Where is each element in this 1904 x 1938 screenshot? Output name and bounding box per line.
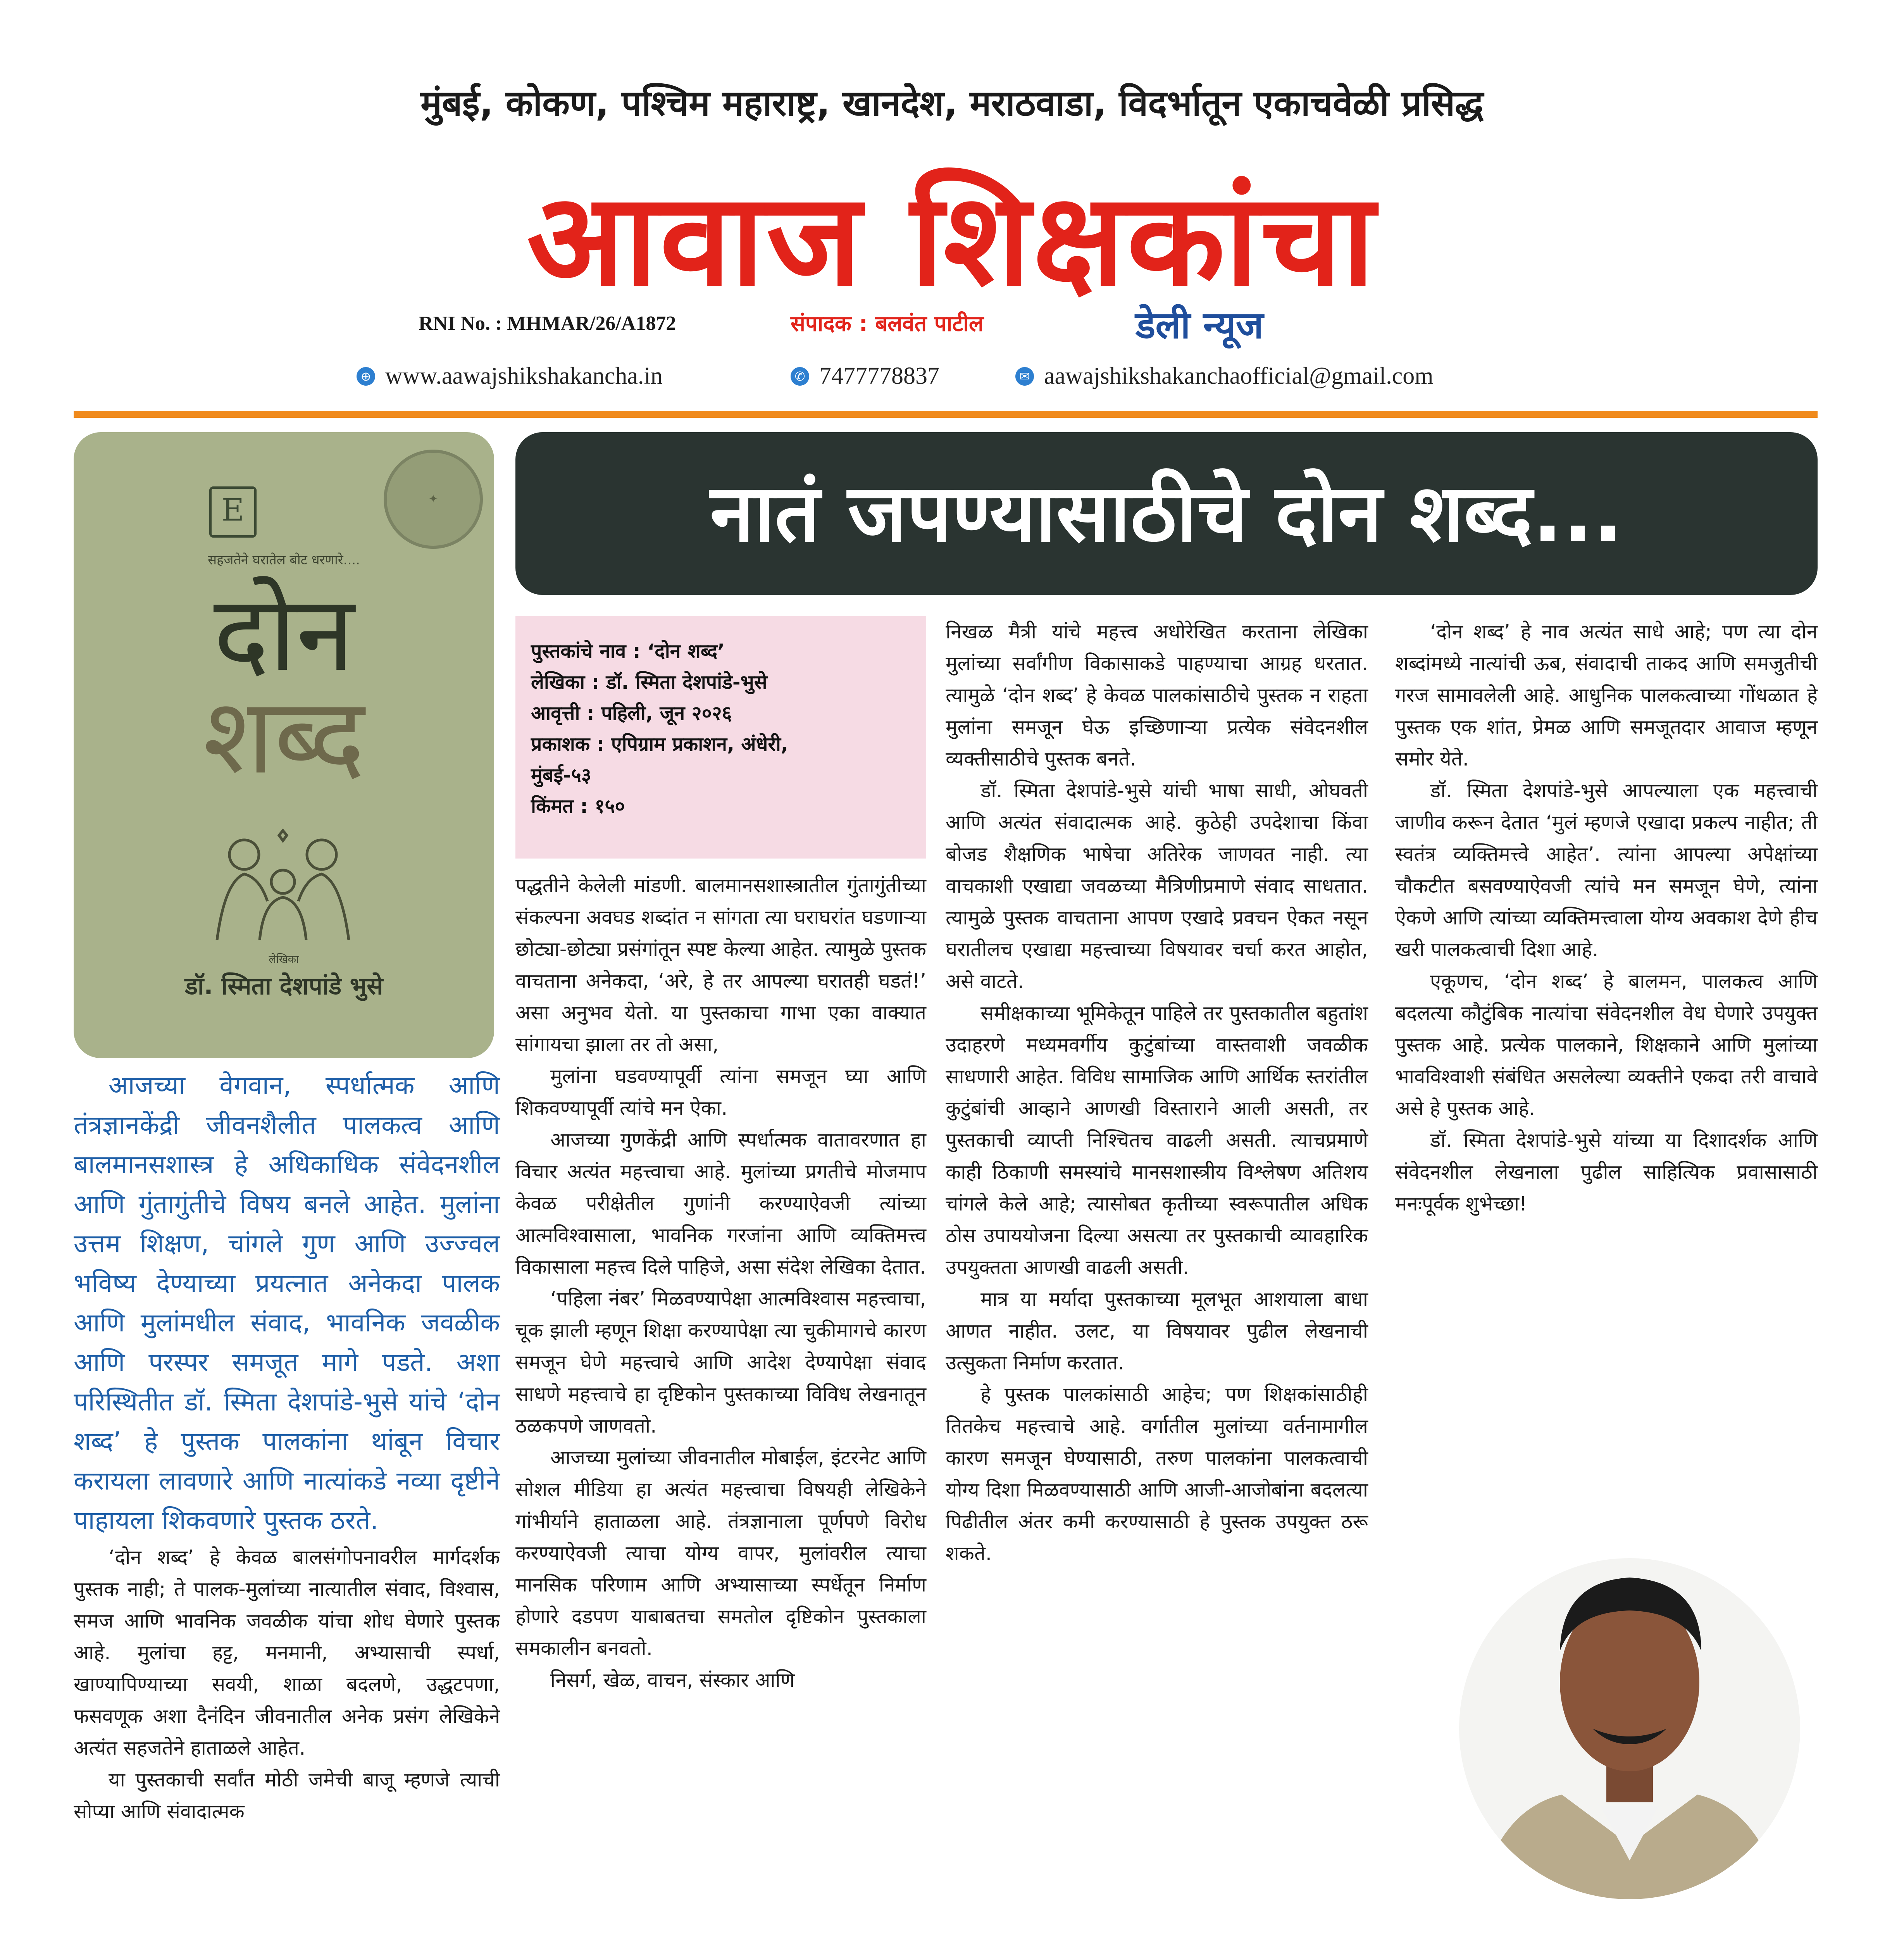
contact-email[interactable]: [1015, 362, 1434, 390]
author-photo: [1434, 1512, 1825, 1938]
article-paragraph: ‘दोन शब्द’ हे नाव अत्यंत साधे आहे; पण त्या दोन शब्दांमध्ये नात्यांची ऊब, संवादाची ताकद आणि समजुतीची गरज सामावलेली आहे. आधुनिक पालकत्वाच्या गोंधळात हे पुस्तक एक शांत, प्रेमळ आणि समजूतदार आवाज म्हणून समोर येते.: [1395, 621, 1818, 771]
article-column-2: [515, 870, 926, 1697]
award-seal-icon: ✦: [384, 450, 483, 549]
book-info-box: [515, 616, 926, 859]
website-text[interactable]: www.aawajshikshakancha.in: [385, 363, 663, 389]
article-paragraph: आजच्या मुलांच्या जीवनातील मोबाईल, इंटरनेट आणि सोशल मीडिया हा अत्यंत महत्त्वाचा विषयही लेखिकेने गांभीर्याने हाताळला आहे. तंत्रज्ञानाला पूर्णपणे विरोध करण्याऐवजी त्याचा योग्य वापर, मुलांवरील त्याचा मानसिक परिणाम आणि अभ्यासाच्या स्पर्धेतून निर्माण होणारे दडपण याबाबतचा समतोल दृष्टिकोन पुस्तकाला समकालीन बनवतो.: [515, 1447, 926, 1660]
book-cover-title-line2: शब्द: [203, 675, 365, 797]
article-paragraph: निखळ मैत्री यांचे महत्त्व अधोरेखित करताना लेखिका मुलांच्या सर्वांगीण विकासाकडे पाहण्याचा आग्रह धरतात. त्यामुळे ‘दोन शब्द’ हे केवळ पालकांसाठीचे पुस्तक न राहता मुलांना समजून घेऊ इच्छिणाऱ्या प्रत्येक संवेदनशील व्यक्तीसाठीचे पुस्तक बनते.: [946, 621, 1368, 771]
globe-icon: ⊕: [357, 367, 375, 386]
article-paragraph: हे पुस्तक पालकांसाठी आहेच; पण शिक्षकांसाठीही तितकेच महत्त्वाचे आहे. वर्गातील मुलांच्या वर्तनामागील कारण समजून घेण्यासाठी, तरुण पालकांना पालकत्वाची योग्य दिशा मिळवण्यासाठी आणि आजी-आजोबांना बदलत्या पिढीतील अंतर कमी करण्यासाठी हे पुस्तक उपयुक्त ठरू शकते.: [946, 1383, 1368, 1565]
book-cover-photo: [74, 432, 494, 1058]
article-paragraph: ‘दोन शब्द’ हे केवळ बालसंगोपनावरील मार्गदर्शक पुस्तक नाही; ते पालक-मुलांच्या नात्यातील संवाद, विश्वास, समज आणि भावनिक जवळीक यांचा शोध घेणारे पुस्तक आहे. मुलांचा हट्ट, मनमानी, अभ्यासाची स्पर्धा, खाण्यापिण्याच्या सवयी, शाळा बदलणे, उद्धटपणा, फसवणूक अशा दैनंदिन जीवनातील अनेक प्रसंग लेखिकेने अत्यंत सहजतेने हाताळले आहेत.: [74, 1546, 500, 1760]
info-price: किंमत : १५०: [531, 795, 625, 817]
info-book-name: पुस्तकांचे नाव : ‘दोन शब्द’: [531, 640, 725, 662]
article-paragraph: निसर्ग, खेळ, वाचन, संस्कार आणि: [550, 1669, 795, 1692]
newspaper-title: आवाज शिक्षकांचा: [527, 166, 1377, 314]
article-paragraph: आजच्या गुणकेंद्री आणि स्पर्धात्मक वातावरणात हा विचार अत्यंत महत्त्वाचा आहे. मुलांच्या प्रगतीचे मोजमाप केवळ परीक्षेतील गुणांनी करण्याऐवजी त्यांच्या आत्मविश्वासाला, भावनिक गरजांना आणि व्यक्तिमत्त्व विकासाला महत्त्व दिले पाहिजे, असा संदेश लेखिका देतात.: [515, 1129, 926, 1279]
article-paragraph: या पुस्तकाची सर्वांत मोठी जमेची बाजू म्हणजे त्याची सोप्या आणि संवादात्मक: [74, 1769, 500, 1823]
article-paragraph: ‘पहिला नंबर’ मिळवण्यापेक्षा आत्मविश्वास महत्त्वाचा, चूक झाली म्हणून शिक्षा करण्यापेक्षा त्या चुकीमागचे कारण समजून घेणे महत्त्वाचे आणि आदेश देण्यापेक्षा संवाद साधणे महत्त्वाचे हा दृष्टिकोन पुस्तकाच्या विविध लेखनातून ठळकपणे जाणवतो.: [515, 1288, 926, 1438]
info-publisher: प्रकाशक : एपिग्राम प्रकाशन, अंधेरी,: [531, 733, 788, 755]
article-paragraph: मात्र या मर्यादा पुस्तकाच्या मूलभूत आशयाला बाधा आणत नाहीत. उलट, या विषयावर पुढील लेखनाची उत्सुकता निर्माण करतात.: [946, 1288, 1368, 1374]
info-edition: आवृत्ती : पहिली, जून २०२६: [531, 702, 732, 724]
contact-website[interactable]: [357, 362, 663, 390]
article-paragraph: एकूणच, ‘दोन शब्द’ हे बालमन, पालकत्व आणि बदलत्या कौटुंबिक नात्यांचा संवेदनशील वेध घेणारे उपयुक्त पुस्तक आहे. प्रत्येक पालकाने, शिक्षकाने आणि मुलांच्या भावविश्वाशी संबंधित असलेल्या व्यक्तीने एकदा तरी वाचावे असे हे पुस्तक आहे.: [1395, 970, 1818, 1120]
book-cover-author-label: लेखिका: [269, 953, 299, 966]
article-column-4: [1395, 616, 1818, 1220]
contact-phone[interactable]: [791, 362, 939, 390]
rni-number: RNI No. : MHMAR/26/A1872: [419, 312, 676, 334]
family-illustration-icon: [202, 828, 364, 944]
book-cover-author: डॉ. स्मिता देशपांडे भुसे: [184, 972, 383, 1000]
article-paragraph: मुलांना घडवण्यापूर्वी त्यांना समजून घ्या आणि शिकवण्यापूर्वी त्यांचे मन ऐका.: [515, 1065, 926, 1120]
masthead-tagline: मुंबई, कोकण, पश्चिम महाराष्ट्र, खानदेश, मराठवाडा, विदर्भातून एकाचवेळी प्रसिद्ध: [420, 83, 1484, 124]
article-intro: आजच्या वेगवान, स्पर्धात्मक आणि तंत्रज्ञानकेंद्री जीवनशैलीत पालकत्व आणि बालमानसशास्त्र हे अधिकाधिक संवेदनशील आणि गुंतागुंतीचे विषय बनले आहेत. मुलांना उत्तम शिक्षण, चांगले गुण आणि उज्ज्वल भविष्य देण्याच्या प्रयत्नात अनेकदा पालक आणि मुलांमधील संवाद, भावनिक जवळीक आणि परस्पर समजूत मागे पडते. अशा परिस्थितीत डॉ. स्मिता देशपांडे-भुसे यांचे ‘दोन शब्द’ हे पुस्तक पालकांना थांबून विचार करायला लावणारे आणि नात्यांकडे नव्या दृष्टीने पाहायला शिकवणारे पुस्तक ठरते.: [74, 1071, 500, 1535]
phone-icon: ✆: [791, 367, 809, 386]
book-cover-title-line1: दोन: [213, 572, 355, 695]
info-publisher-city: मुंबई-५३: [531, 764, 591, 786]
book-cover-subtitle: सहजतेने घरातेल बोट धरणारे....: [208, 552, 360, 568]
masthead-divider: [74, 411, 1818, 418]
article-column-1: [74, 1066, 500, 1828]
article-paragraph: डॉ. स्मिता देशपांडे-भुसे यांची भाषा साधी, ओघवती आणि अत्यंत संवादात्मक आहे. कुठेही उपदेशाचा किंवा बोजड शैक्षणिक भाषेचा अतिरेक जाणवत नाही. त्या वाचकाशी एखाद्या जवळच्या मैत्रिणीप्रमाणे संवाद साधतात. त्यामुळे पुस्तक वाचताना आपण एखादे प्रवचन ऐकत नसून घरातीलच एखाद्या महत्त्वाच्या विषयावर चर्चा करत आहोत, असे वाटते.: [946, 779, 1368, 993]
article-paragraph: डॉ. स्मिता देशपांडे-भुसे यांच्या या दिशादर्शक आणि संवेदनशील लेखनाला पुढील साहित्यिक प्रवासासाठी मनःपूर्वक शुभेच्छा!: [1395, 1129, 1818, 1216]
email-icon: ✉: [1015, 367, 1034, 386]
article-paragraph: पद्धतीने केलेली मांडणी. बालमानसशास्त्रातील गुंतागुंतीच्या संकल्पना अवघड शब्दांत न सांगता त्या घराघरांत घडणाऱ्या छोट्या-छोट्या प्रसंगांतून स्पष्ट केल्या आहेत. त्यामुळे पुस्तक वाचताना अनेकदा, ‘अरे, हे तर आपल्या घरातही घडतं!’ असा अनुभव येतो. या पुस्तकाचा गाभा एका वाक्यात सांगायचा झाला तर तो असा,: [515, 874, 926, 1056]
publisher-logo-icon: E: [209, 486, 257, 538]
article-headline: नातं जपण्यासाठीचे दोन शब्द...: [515, 432, 1818, 595]
phone-text[interactable]: 7477778837: [819, 363, 939, 389]
article-paragraph: समीक्षकाच्या भूमिकेतून पाहिले तर पुस्तकातील बहुतांश उदाहरणे मध्यमवर्गीय कुटुंबांच्या वास्तवाशी जवळीक साधणारी आहेत. विविध सामाजिक आणि आर्थिक स्तरांतील कुटुंबांची आव्हाने आणखी विस्ताराने आली असती, तर पुस्तकाची व्याप्ती निश्चितच वाढली असती. त्याचप्रमाणे काही ठिकाणी समस्यांचे मानसशास्त्रीय विश्लेषण अतिशय चांगले केले आहे; त्यासोबत कृतीच्या स्वरूपातील अधिक ठोस उपाययोजना दिल्या असत्या तर पुस्तकाची व्यावहारिक उपयुक्तता आणखी वाढली असती.: [946, 1002, 1368, 1279]
article-paragraph: डॉ. स्मिता देशपांडे-भुसे आपल्याला एक महत्त्वाची जाणीव करून देतात ‘मुलं म्हणजे एखादा प्रकल्प नाहीत; ती स्वतंत्र व्यक्तिमत्त्वे आहेत’. त्यांना आपल्या अपेक्षांच्या चौकटीत बसवण्याऐवजी त्यांचे मन समजून घेणे, त्यांना ऐकणे आणि त्यांच्या व्यक्तिमत्त्वाला योग्य अवकाश देणे हीच खरी पालकत्वाची दिशा आहे.: [1395, 779, 1818, 961]
info-author: लेखिका : डॉ. स्मिता देशपांडे-भुसे: [531, 671, 767, 693]
email-text[interactable]: aawajshikshakanchaofficial@gmail.com: [1044, 363, 1434, 389]
editor-credit: संपादक : बलवंत पाटील: [791, 311, 984, 336]
article-column-3: [946, 616, 1368, 1570]
daily-news-label: डेली न्यूज: [1136, 303, 1263, 347]
